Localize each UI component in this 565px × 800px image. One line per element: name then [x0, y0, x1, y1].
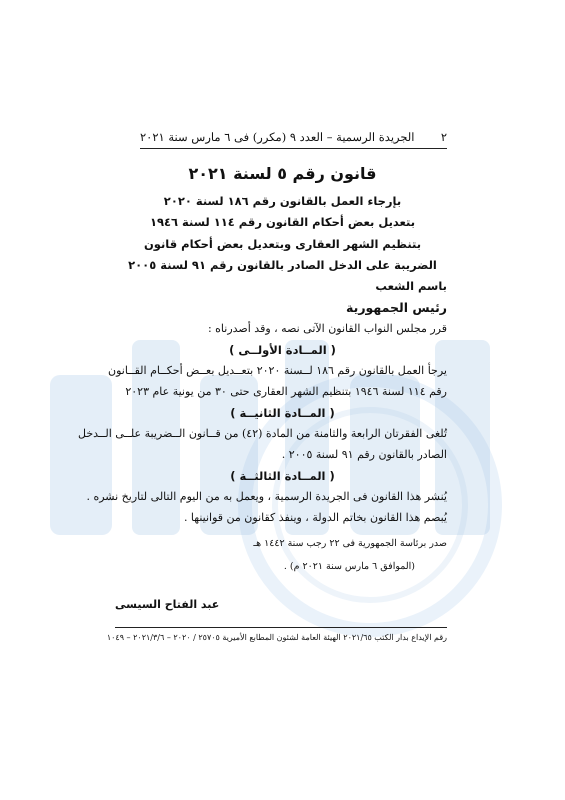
president-heading: رئيس الجمهورية [346, 300, 447, 315]
subtitle-line-4: الضريبة على الدخل الصادر بالقانون رقم ٩١ لسنة ٢٠٠٥ [128, 258, 437, 272]
header-divider [140, 148, 447, 149]
article-1-line-1: يرجأ العمل بالقانون رقم ١٨٦ لــسنة ٢٠٢٠ بتعــديل بعــض أحكــام القــانون [108, 364, 447, 377]
article-1-heading: ( المــادة الأولــى ) [229, 343, 336, 357]
article-3-line-2: يُبصم هذا القانون بخاتم الدولة ، وينفذ كقانون من قوانينها . [183, 511, 447, 524]
publication-line: الجريدة الرسمية – العدد ٩ (مكرر) فى ٦ مارس سنة ٢٠٢١ [140, 130, 415, 144]
article-1-line-2: رقم ١١٤ لسنة ١٩٤٦ بتنظيم الشهر العقارى حتى ٣٠ من يونية عام ٢٠٢٣ [125, 385, 447, 398]
in-name-of-people: باسم الشعب [375, 279, 447, 293]
subtitle-line-2: بتعديل بعض أحكام القانون رقم ١١٤ لسنة ١٩٤٦ [149, 215, 416, 229]
subtitle-line-1: بإرجاء العمل بالقانون رقم ١٨٦ لسنة ٢٠٢٠ [163, 194, 402, 208]
article-3-line-1: يُنشر هذا القانون فى الجريدة الرسمية ، ويعمل به من اليوم التالى لتاريخ نشره . [86, 490, 447, 503]
issued-date: صدر برئاسة الجمهورية فى ٢٢ رجب سنة ١٤٤٢ هـ [253, 538, 447, 549]
article-2-line-1: تُلغى الفقرتان الرابعة والثامنة من المادة (٤٢) من قــانون الــضريبة علــى الــدخل [78, 427, 447, 440]
president-signature: عبد الفتاح السيسى [115, 598, 220, 611]
footer-deposit-note: رقم الإيداع بدار الكتب ٢٠٢١/٦٥ الهيئة العامة لشئون المطابع الأميرية ٢٥٧٠٥ / ٢٠٢٠ – ٢٠٢١/٣/٦ – ١٠٤٩ [106, 633, 447, 642]
article-2-line-2: الصادر بالقانون رقم ٩١ لسنة ٢٠٠٥ . [281, 448, 447, 461]
subtitle-line-3: بتنظيم الشهر العقارى وبتعديل بعض أحكام قانون [143, 237, 422, 251]
page-number: ٢ [440, 130, 447, 144]
preamble: قرر مجلس النواب القانون الآتى نصه ، وقد أصدرناه : [207, 322, 447, 335]
article-3-heading: ( المــادة الثالثــة ) [230, 469, 335, 483]
article-2-heading: ( المــادة الثانيــة ) [230, 406, 335, 420]
law-title: قانون رقم ٥ لسنة ٢٠٢١ [188, 164, 377, 183]
page-header [140, 130, 447, 144]
footer-divider [115, 627, 447, 628]
corresponding-date: (الموافق ٦ مارس سنة ٢٠٢١ م) . [283, 561, 415, 572]
